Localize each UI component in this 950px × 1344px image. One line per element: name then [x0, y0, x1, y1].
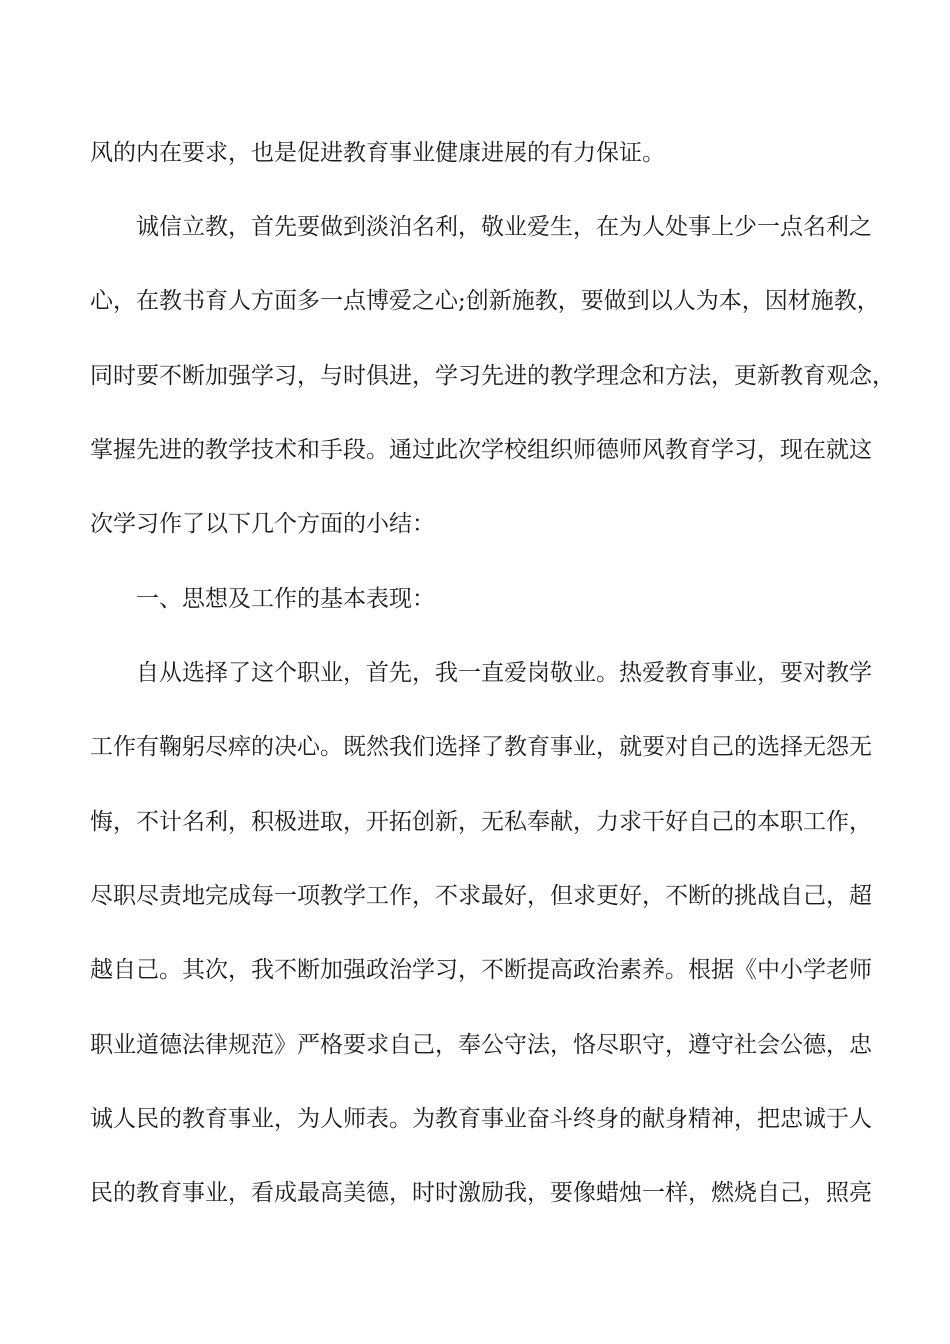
text-line-13: 职业道德法律规范》严格要求自己，奉公守法，恪尽职守，遵守社会公德，忠	[90, 1032, 872, 1058]
section-heading: 一、思想及工作的基本表现：	[136, 586, 435, 612]
text-line-6: 次学习作了以下几个方面的小结：	[90, 511, 435, 537]
text-line-3: 心，在教书育人方面多一点博爱之心;创新施教，要做到以人为本，因材施教，	[90, 288, 880, 314]
text-line-15: 民的教育事业，看成最高美德，时时激励我，要像蜡烛一样，燃烧自己，照亮	[90, 1180, 872, 1206]
text-line-14: 诚人民的教育事业，为人师表。为教育事业奋斗终身的献身精神，把忠诚于人	[90, 1106, 872, 1132]
text-line-2: 诚信立教，首先要做到淡泊名利，敬业爱生，在为人处事上少一点名利之	[136, 214, 872, 240]
text-line-10: 悔，不计名利，积极进取，开拓创新，无私奉献，力求干好自己的本职工作，	[90, 809, 872, 835]
text-line-4: 同时要不断加强学习，与时俱进，学习先进的教学理念和方法，更新教育观念，	[90, 363, 895, 389]
text-line-12: 越自己。其次，我不断加强政治学习，不断提高政治素养。根据《中小学老师	[90, 957, 872, 983]
text-line-9: 工作有鞠躬尽瘁的决心。既然我们选择了教育事业，就要对自己的选择无怨无	[90, 734, 872, 760]
text-line-5: 掌握先进的教学技术和手段。通过此次学校组织师德师风教育学习，现在就这	[90, 437, 872, 463]
text-line-8: 自从选择了这个职业，首先，我一直爱岗敬业。热爱教育事业，要对教学	[136, 660, 872, 686]
text-line-11: 尽职尽责地完成每一项教学工作，不求最好，但求更好，不断的挑战自己，超	[90, 883, 872, 909]
text-line-1: 风的内在要求，也是促进教育事业健康进展的有力保证。	[90, 140, 665, 166]
